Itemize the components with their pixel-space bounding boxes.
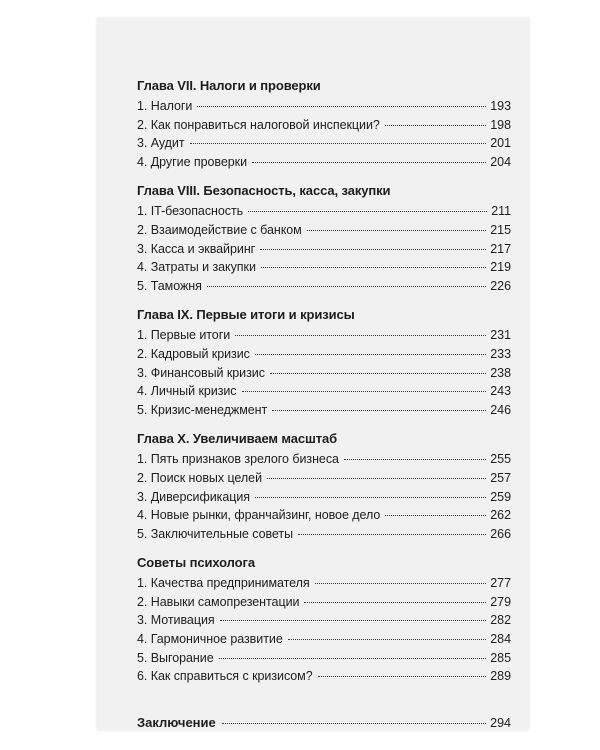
- dot-leader: [219, 658, 487, 659]
- toc-entry-label: 4. Новые рынки, франчайзинг, новое дело: [137, 508, 381, 523]
- chapter-block: [137, 431, 511, 543]
- chapter-title: Глава X. Увеличиваем масштаб: [137, 431, 338, 447]
- dot-leader: [222, 723, 486, 724]
- toc-entry: [137, 525, 511, 544]
- toc-entry: [137, 401, 511, 420]
- toc-entry: [137, 97, 511, 116]
- toc-entry-label: 2. Навыки самопрезентации: [137, 594, 300, 609]
- toc-entry-label: 3. Мотивация: [137, 613, 215, 628]
- dot-leader: [385, 515, 486, 516]
- dot-leader: [270, 373, 486, 374]
- toc-entry-label: 3. Аудит: [137, 136, 185, 151]
- toc-entry: [137, 345, 511, 364]
- toc-entry-page-number: 215: [490, 222, 511, 237]
- toc-entry-page-number: 193: [490, 99, 511, 113]
- dot-leader: [255, 497, 486, 498]
- chapter-title: Глава VII. Налоги и проверки: [137, 78, 321, 93]
- dot-leader: [255, 354, 486, 355]
- chapter-block: [137, 78, 511, 171]
- toc-entry-page-number: 262: [490, 508, 511, 523]
- dot-leader: [385, 125, 486, 126]
- toc-entry-page-number: 282: [490, 613, 511, 628]
- toc-entry-label: 5. Кризис-менеджмент: [137, 402, 268, 417]
- toc-entry-label: 2. Взаимодействие с банком: [137, 222, 302, 237]
- toc-entry-page-number: 238: [490, 365, 511, 380]
- dot-leader: [267, 478, 486, 479]
- toc-entry-label: 5. Выгорание: [137, 650, 214, 665]
- dot-leader: [242, 391, 487, 392]
- toc-entry: [137, 630, 511, 649]
- toc-entry-page-number: 266: [490, 526, 511, 541]
- dot-leader: [235, 335, 486, 336]
- toc-entry-label: 3. Касса и эквайринг: [137, 241, 256, 256]
- toc-entry-page-number: 279: [490, 594, 511, 609]
- toc-entry: [137, 611, 511, 630]
- conclusion-entry: [137, 714, 511, 732]
- toc-entry-page-number: 285: [490, 650, 511, 665]
- toc-entry-page-number: 284: [490, 632, 511, 647]
- toc-entry-label: 4. Личный кризис: [137, 384, 237, 399]
- dot-leader: [298, 534, 486, 535]
- toc-entry-page-number: 277: [490, 576, 511, 591]
- toc-entry-page-number: 217: [490, 241, 511, 256]
- toc-entry-label: 1. Налоги: [137, 99, 193, 113]
- dot-leader: [344, 459, 486, 460]
- toc-entry-page-number: 204: [490, 154, 511, 169]
- toc-entry: [137, 382, 511, 401]
- dot-leader: [288, 639, 487, 640]
- toc-entry-label: 4. Другие проверки: [137, 154, 248, 169]
- toc-entry-page-number: 259: [490, 489, 511, 504]
- toc-entry-page-number: 201: [490, 136, 511, 151]
- toc-entry: [137, 364, 511, 383]
- toc-entry-label: 2. Как понравиться налоговой инспекции?: [137, 117, 380, 132]
- dot-leader: [315, 583, 487, 584]
- toc-entry-label: 1. Пять признаков зрелого бизнеса: [137, 452, 339, 467]
- chapter-title: Глава IX. Первые итоги и кризисы: [137, 307, 355, 323]
- dot-leader: [272, 410, 486, 411]
- toc-entry: [137, 574, 511, 593]
- toc-entry: [137, 277, 511, 296]
- toc-entry-page-number: 219: [490, 260, 511, 275]
- toc-entry-page-number: 255: [490, 452, 511, 467]
- toc-entry-label: 5. Заключительные советы: [137, 526, 294, 541]
- toc-entry: [137, 240, 511, 259]
- dot-leader: [220, 620, 487, 621]
- toc-entry-page-number: 233: [490, 346, 511, 361]
- toc-entry: [137, 116, 511, 135]
- toc-entry: [137, 506, 511, 525]
- toc-entry-label: 5. Таможня: [137, 278, 202, 293]
- toc-entry: [137, 469, 511, 488]
- toc-entry: [137, 326, 511, 345]
- toc-entry-page-number: 289: [490, 669, 511, 684]
- chapter-block: [137, 183, 511, 295]
- toc-entry-label: 6. Как справиться с кризисом?: [137, 669, 313, 684]
- toc-entry: [137, 221, 511, 240]
- toc-entry: [137, 202, 511, 221]
- toc-entry: [137, 450, 511, 469]
- toc-entry: [137, 593, 511, 612]
- dot-leader: [318, 676, 487, 677]
- conclusion-page-number: 294: [490, 715, 511, 730]
- toc-entry-page-number: 246: [490, 402, 511, 417]
- dot-leader: [261, 267, 486, 268]
- toc-entry-label: 1. Качества предпринимателя: [137, 576, 310, 591]
- toc-entry-page-number: 243: [490, 384, 511, 399]
- toc-entry: [137, 667, 511, 686]
- chapter-block: [137, 555, 511, 686]
- toc-entry-label: 3. Диверсификация: [137, 489, 251, 504]
- toc-entry-label: 4. Затраты и закупки: [137, 260, 256, 275]
- dot-leader: [197, 106, 486, 107]
- dot-leader: [248, 211, 487, 212]
- table-of-contents: [137, 78, 511, 732]
- conclusion-label: Заключение: [137, 714, 216, 730]
- toc-entry-label: 3. Финансовый кризис: [137, 365, 265, 380]
- chapter-title: Глава VIII. Безопасность, касса, закупки: [137, 183, 391, 199]
- toc-entry-page-number: 231: [490, 328, 511, 343]
- toc-entry-page-number: 198: [490, 117, 511, 132]
- toc-entry-label: 2. Поиск новых целей: [137, 470, 262, 485]
- chapter-block: [137, 307, 511, 419]
- dot-leader: [304, 602, 486, 603]
- toc-entry-page-number: 257: [490, 470, 511, 485]
- toc-entry: [137, 258, 511, 277]
- toc-entry: [137, 153, 511, 172]
- toc-entry-page-number: 226: [490, 278, 511, 293]
- toc-entry: [137, 649, 511, 668]
- dot-leader: [252, 162, 486, 163]
- toc-entry-label: 1. IT-безопасность: [137, 204, 244, 219]
- toc-entry-label: 4. Гармоничное развитие: [137, 632, 283, 647]
- dot-leader: [307, 230, 487, 231]
- chapter-title: Советы психолога: [137, 555, 255, 571]
- toc-entry-label: 1. Первые итоги: [137, 328, 231, 343]
- toc-entry-page-number: 211: [491, 204, 511, 219]
- toc-entry: [137, 488, 511, 507]
- dot-leader: [260, 249, 486, 250]
- toc-entry-label: 2. Кадровый кризис: [137, 346, 250, 361]
- dot-leader: [190, 143, 487, 144]
- toc-entry: [137, 134, 511, 153]
- dot-leader: [207, 286, 486, 287]
